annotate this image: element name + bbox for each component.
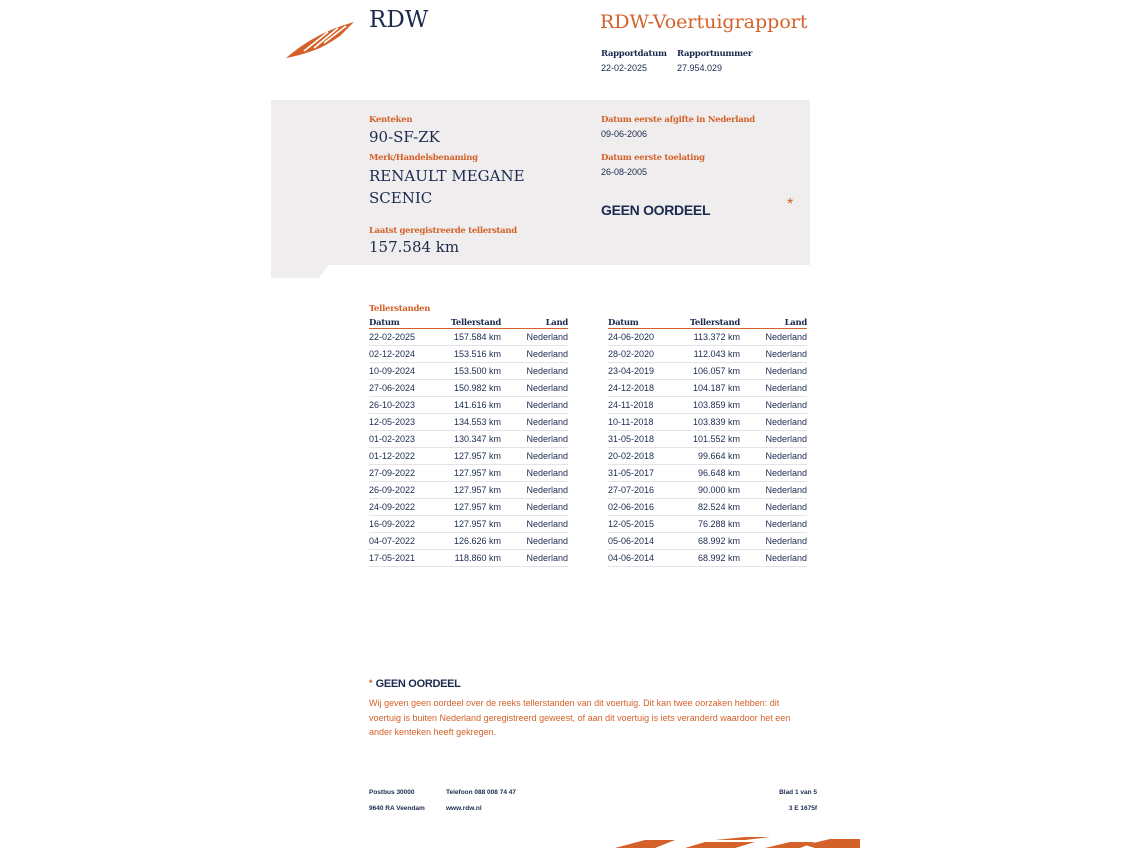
reading-km: 126.626 km — [441, 533, 501, 550]
reading-km: 103.839 km — [680, 414, 740, 431]
reading-km: 127.957 km — [441, 465, 501, 482]
footer-postbus: Postbus 30000 — [369, 789, 415, 796]
reading-country: Nederland — [501, 499, 568, 516]
reading-date: 28-02-2020 — [608, 346, 680, 363]
reading-km: 106.057 km — [680, 363, 740, 380]
reading-country: Nederland — [501, 516, 568, 533]
reading-date: 10-11-2018 — [608, 414, 680, 431]
reading-country: Nederland — [740, 380, 807, 397]
reading-row — [608, 380, 807, 397]
reading-country: Nederland — [740, 448, 807, 465]
reading-country: Nederland — [501, 448, 568, 465]
note-asterisk: * — [369, 678, 373, 688]
reading-date: 10-09-2024 — [369, 363, 441, 380]
reading-country: Nederland — [740, 499, 807, 516]
reading-km: 68.992 km — [680, 533, 740, 550]
reading-row — [608, 329, 807, 346]
reading-country: Nederland — [501, 465, 568, 482]
reading-row — [608, 499, 807, 516]
footer-city: 9640 RA Veendam — [369, 805, 425, 812]
verdict: GEEN OORDEEL — [601, 202, 711, 218]
reading-km: 112.043 km — [680, 346, 740, 363]
note-line: voertuig is buiten Nederland geregistreerd geweest, of aan dit voertuig is iets veranderd waardoor het een — [369, 712, 791, 723]
reading-date: 16-09-2022 — [369, 516, 441, 533]
reading-date: 27-07-2016 — [608, 482, 680, 499]
first-admission-label: Datum eerste toelating — [601, 153, 705, 163]
reading-country: Nederland — [740, 346, 807, 363]
make-label: Merk/Handelsbenaming — [369, 153, 478, 163]
reading-km: 134.553 km — [441, 414, 501, 431]
reading-date: 05-06-2014 — [608, 533, 680, 550]
reading-row — [608, 465, 807, 482]
reading-country: Nederland — [501, 431, 568, 448]
reading-km: 150.982 km — [441, 380, 501, 397]
readings-title: Tellerstanden — [369, 304, 431, 314]
reading-row — [369, 414, 568, 431]
col-date: Datum — [369, 317, 441, 329]
reading-km: 127.957 km — [441, 499, 501, 516]
col-country: Land — [501, 317, 568, 329]
col-km: Tellerstand — [441, 317, 501, 329]
report-title: RDW-Voertuigrapport — [600, 11, 808, 33]
reading-row — [608, 482, 807, 499]
odometer-label: Laatst geregistreerde tellerstand — [369, 226, 517, 236]
reading-date: 12-05-2023 — [369, 414, 441, 431]
reading-date: 31-05-2017 — [608, 465, 680, 482]
note-line: Wij geven geen oordeel over de reeks tellerstanden van dit voertuig. Dit kan twee oorzaken hebben: dit — [369, 698, 780, 708]
reading-date: 02-06-2016 — [608, 499, 680, 516]
reading-row — [608, 346, 807, 363]
reading-country: Nederland — [501, 533, 568, 550]
reading-km: 90.000 km — [680, 482, 740, 499]
readings-table-left — [369, 317, 568, 567]
reading-row — [369, 380, 568, 397]
reading-country: Nederland — [740, 431, 807, 448]
reading-country: Nederland — [740, 465, 807, 482]
reading-date: 20-02-2018 — [608, 448, 680, 465]
first-nl-value: 09-06-2006 — [601, 129, 648, 139]
reading-country: Nederland — [501, 329, 568, 346]
note-heading — [369, 678, 461, 690]
rdw-logo — [284, 18, 358, 60]
reading-country: Nederland — [501, 397, 568, 414]
reading-row — [608, 414, 807, 431]
first-nl-label: Datum eerste afgifte in Nederland — [601, 115, 755, 125]
reading-row — [369, 550, 568, 567]
panel-tab — [271, 265, 329, 278]
report-date: 22-02-2025 — [601, 63, 648, 73]
reading-country: Nederland — [740, 482, 807, 499]
reading-country: Nederland — [740, 363, 807, 380]
reading-row — [369, 482, 568, 499]
reading-date: 01-02-2023 — [369, 431, 441, 448]
reading-km: 127.957 km — [441, 516, 501, 533]
reading-km: 104.187 km — [680, 380, 740, 397]
reading-row — [608, 550, 807, 567]
reading-country: Nederland — [740, 397, 807, 414]
reading-row — [608, 363, 807, 380]
reading-row — [369, 465, 568, 482]
reading-km: 103.859 km — [680, 397, 740, 414]
reading-km: 118.860 km — [441, 550, 501, 567]
reading-date: 01-12-2022 — [369, 448, 441, 465]
reading-date: 17-05-2021 — [369, 550, 441, 567]
reading-date: 27-06-2024 — [369, 380, 441, 397]
reading-country: Nederland — [501, 380, 568, 397]
reading-date: 26-09-2022 — [369, 482, 441, 499]
reading-km: 153.500 km — [441, 363, 501, 380]
reading-row — [369, 533, 568, 550]
report-number-label: Rapportnummer — [677, 49, 753, 59]
reading-country: Nederland — [740, 329, 807, 346]
reading-country: Nederland — [740, 414, 807, 431]
reading-km: 101.552 km — [680, 431, 740, 448]
footer-web: www.rdw.nl — [446, 805, 482, 812]
reading-row — [369, 448, 568, 465]
reading-km: 96.648 km — [680, 465, 740, 482]
reading-date: 24-09-2022 — [369, 499, 441, 516]
reading-row — [608, 397, 807, 414]
col-date: Datum — [608, 317, 680, 329]
reading-date: 24-06-2020 — [608, 329, 680, 346]
reading-date: 22-02-2025 — [369, 329, 441, 346]
footer-code: 3 E 1675f — [788, 805, 817, 812]
reading-km: 157.584 km — [441, 329, 501, 346]
make-value-line1: RENAULT MEGANE — [369, 167, 525, 185]
reading-date: 04-07-2022 — [369, 533, 441, 550]
reading-row — [369, 499, 568, 516]
first-admission-value: 26-08-2005 — [601, 167, 648, 177]
reading-country: Nederland — [740, 533, 807, 550]
reading-date: 24-12-2018 — [608, 380, 680, 397]
reading-date: 04-06-2014 — [608, 550, 680, 567]
reading-row — [608, 533, 807, 550]
note-line: ander kenteken heeft gekregen. — [369, 727, 497, 737]
col-country: Land — [740, 317, 807, 329]
reading-country: Nederland — [501, 346, 568, 363]
reading-km: 153.516 km — [441, 346, 501, 363]
reading-date: 26-10-2023 — [369, 397, 441, 414]
verdict-asterisk: * — [787, 196, 794, 213]
logo-text: RDW — [369, 7, 429, 33]
footer-page: Blad 1 van 5 — [779, 789, 817, 796]
reading-row — [369, 516, 568, 533]
reading-row — [369, 346, 568, 363]
reading-date: 27-09-2022 — [369, 465, 441, 482]
reading-row — [369, 363, 568, 380]
reading-date: 12-05-2015 — [608, 516, 680, 533]
reading-country: Nederland — [501, 363, 568, 380]
reading-date: 31-05-2018 — [608, 431, 680, 448]
reading-km: 99.664 km — [680, 448, 740, 465]
feather-logo-icon — [284, 18, 358, 60]
note-text — [369, 696, 790, 740]
reading-date: 24-11-2018 — [608, 397, 680, 414]
reading-row — [369, 329, 568, 346]
reading-km: 127.957 km — [441, 448, 501, 465]
reading-km: 76.288 km — [680, 516, 740, 533]
reading-km: 113.372 km — [680, 329, 740, 346]
plate-value: 90-SF-ZK — [369, 128, 440, 146]
reading-km: 130.347 km — [441, 431, 501, 448]
plate-label: Kenteken — [369, 115, 413, 125]
reading-country: Nederland — [740, 550, 807, 567]
reading-row — [608, 431, 807, 448]
reading-country: Nederland — [740, 516, 807, 533]
reading-row — [608, 516, 807, 533]
make-value-line2: SCENIC — [369, 189, 433, 207]
report-date-label: Rapportdatum — [601, 49, 667, 59]
reading-row — [608, 448, 807, 465]
reading-row — [369, 397, 568, 414]
reading-date: 02-12-2024 — [369, 346, 441, 363]
reading-country: Nederland — [501, 414, 568, 431]
readings-table-right — [608, 317, 807, 567]
col-km: Tellerstand — [680, 317, 740, 329]
reading-country: Nederland — [501, 550, 568, 567]
reading-km: 141.616 km — [441, 397, 501, 414]
reading-km: 82.524 km — [680, 499, 740, 516]
footer-phone: Telefoon 088 008 74 47 — [446, 789, 516, 796]
reading-row — [369, 431, 568, 448]
report-number: 27.954.029 — [677, 63, 723, 73]
note-title: GEEN OORDEEL — [375, 678, 461, 690]
reading-country: Nederland — [501, 482, 568, 499]
reading-km: 127.957 km — [441, 482, 501, 499]
odometer-value: 157.584 km — [369, 238, 460, 256]
footer-stripes-decoration — [615, 836, 860, 848]
reading-km: 68.992 km — [680, 550, 740, 567]
reading-date: 23-04-2019 — [608, 363, 680, 380]
